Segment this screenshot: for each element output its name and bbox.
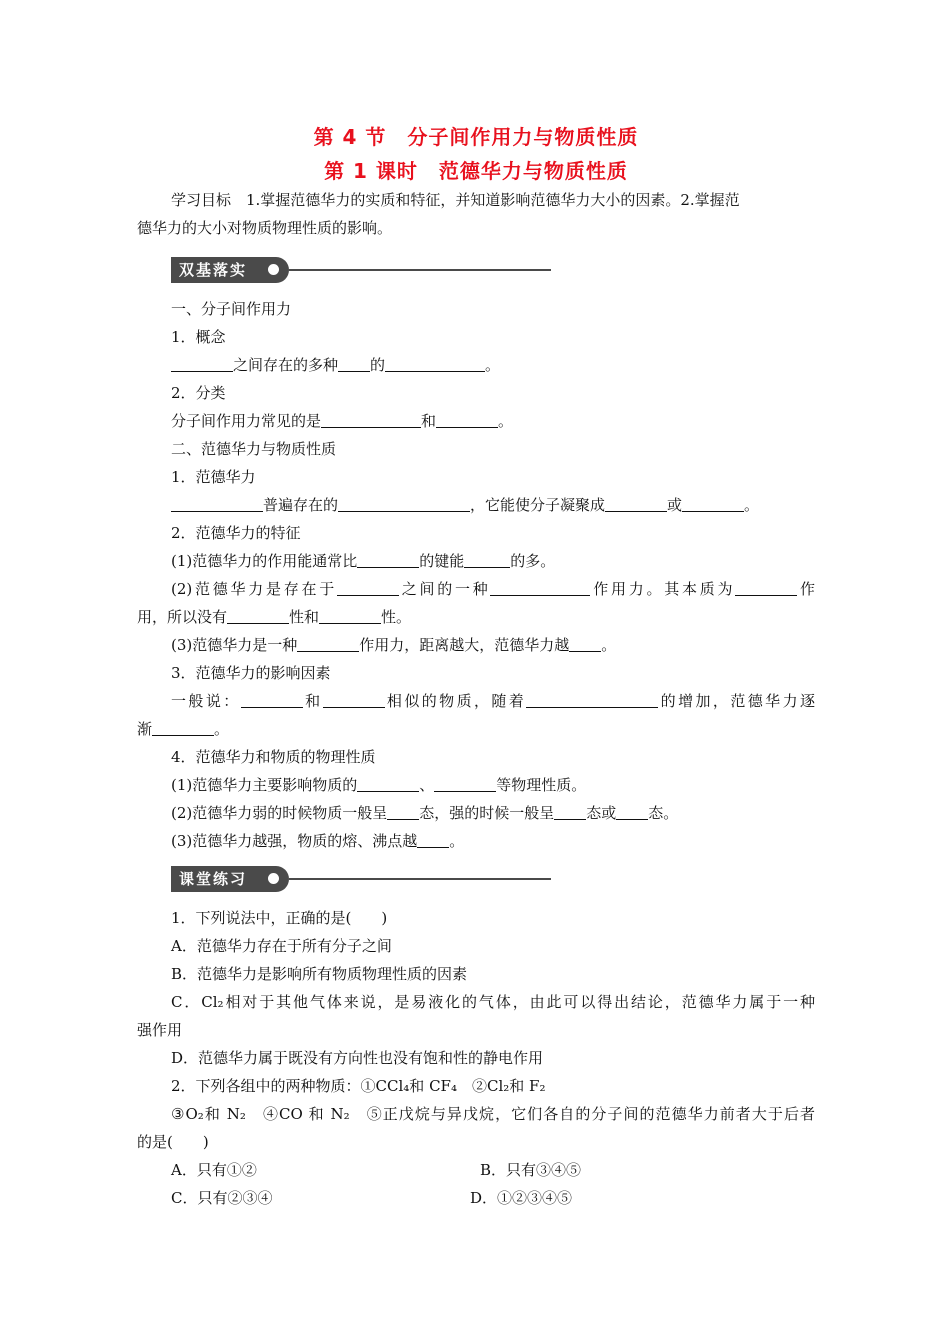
vdw-fill-line: 普遍存在的 ，它能使分子凝聚成 或 。 [171,491,759,519]
answer-blank[interactable] [338,495,470,512]
subheading-classification: 2．分类 [171,384,226,402]
physical-3-line: (3)范德华力越强，物质的熔、沸点越 。 [171,832,465,850]
concept-fill-line: 之间存在的多种 的 。 [171,351,500,379]
banner-rule [289,878,551,880]
question-2-line-3: 的是( ) [137,1133,209,1151]
question-2-line-2: ③O₂和 N₂ ④CO 和 N₂ ⑤正戊烷与异戊烷，它们各自的分子间的范德华力前者大于后者 [171,1105,815,1123]
subheading-vdw: 1．范德华力 [171,468,256,486]
answer-blank[interactable] [605,495,667,512]
objectives-line-2: 德华力的大小对物质物理性质的影响。 [137,219,393,237]
question-2: 2．下列各组中的两种物质：①CCl₄和 CF₄ ②Cl₂和 F₂ [171,1077,546,1095]
feature-2-line-cont: 用，所以没有 性和 性。 [137,608,412,626]
practice-banner-label: 课堂练习 [171,866,289,892]
answer-blank[interactable] [357,775,419,792]
answer-blank[interactable] [436,411,498,428]
basics-banner-label: 双基落实 [171,257,289,283]
objectives-line-1: 学习目标 1.掌握范德华力的实质和特征，并知道影响范德华力大小的因素。2.掌握范 [171,191,740,209]
answer-blank[interactable] [241,691,303,708]
feature-1-line: (1)范德华力的作用能通常比 的键能 的多。 [171,552,556,570]
answer-blank[interactable] [171,495,263,512]
answer-blank[interactable] [337,579,399,596]
answer-blank[interactable] [152,719,214,736]
answer-blank[interactable] [319,607,381,624]
subheading-vdw-factors: 3．范德华力的影响因素 [171,664,331,682]
feature-3-line: (3)范德华力是一种 作用力，距离越大，范德华力越 。 [171,636,617,654]
subheading-vdw-physical: 4．范德华力和物质的物理性质 [171,748,376,766]
section-title: 第 4 节 分子间作用力与物质性质 [313,125,639,149]
answer-blank[interactable] [171,355,233,372]
banner-dot-icon [268,873,279,884]
answer-blank[interactable] [357,551,419,568]
answer-blank[interactable] [297,635,359,652]
lesson-title: 第 1 课时 范德华力与物质性质 [324,159,628,183]
banner-dot-icon [268,264,279,275]
q2-option-d[interactable]: D．①②③④⑤ [470,1189,573,1207]
answer-blank[interactable] [490,579,590,596]
answer-blank[interactable] [323,691,385,708]
q2-option-c[interactable]: C．只有②③④ [171,1189,273,1207]
factors-fill-line: 一般说： 和 相似的物质，随着 的增加，范德华力逐 [171,692,815,710]
physical-2-line: (2)范德华力弱的时候物质一般呈 态，强的时候一般呈 态或 态。 [171,804,679,822]
answer-blank[interactable] [321,411,421,428]
answer-blank[interactable] [387,803,419,820]
question-1: 1．下列说法中，正确的是( ) [171,909,388,927]
answer-blank[interactable] [554,803,586,820]
q1-option-c[interactable]: C．Cl₂相对于其他气体来说，是易液化的气体，由此可以得出结论，范德华力属于一种 [171,993,815,1011]
answer-blank[interactable] [417,831,449,848]
subheading-concept: 1．概念 [171,328,226,346]
q2-option-b[interactable]: B．只有③④⑤ [480,1161,582,1179]
answer-blank[interactable] [616,803,648,820]
banner-rule [289,269,551,271]
answer-blank[interactable] [227,607,289,624]
answer-blank[interactable] [735,579,797,596]
q1-option-d[interactable]: D．范德华力属于既没有方向性也没有饱和性的静电作用 [171,1049,544,1067]
q1-option-c-cont: 强作用 [137,1021,183,1039]
answer-blank[interactable] [526,691,658,708]
physical-1-line: (1)范德华力主要影响物质的 、 等物理性质。 [171,776,587,794]
answer-blank[interactable] [569,635,601,652]
answer-blank[interactable] [464,551,510,568]
heading-vdw-properties: 二、范德华力与物质性质 [171,440,337,458]
answer-blank[interactable] [385,355,485,372]
answer-blank[interactable] [434,775,496,792]
answer-blank[interactable] [338,355,370,372]
q1-option-a[interactable]: A．范德华力存在于所有分子之间 [171,937,392,955]
q1-option-b[interactable]: B．范德华力是影响所有物质物理性质的因素 [171,965,468,983]
classification-fill-line: 分子间作用力常见的是 和 。 [171,412,514,430]
subheading-vdw-features: 2．范德华力的特征 [171,524,301,542]
factors-fill-line-cont: 渐 。 [137,720,230,738]
feature-2-line: (2)范德华力是存在于 之间的一种 作用力。其本质为 作 [171,580,815,598]
answer-blank[interactable] [682,495,744,512]
heading-intermolecular-force: 一、分子间作用力 [171,300,292,318]
q2-option-a[interactable]: A．只有①② [171,1161,257,1179]
